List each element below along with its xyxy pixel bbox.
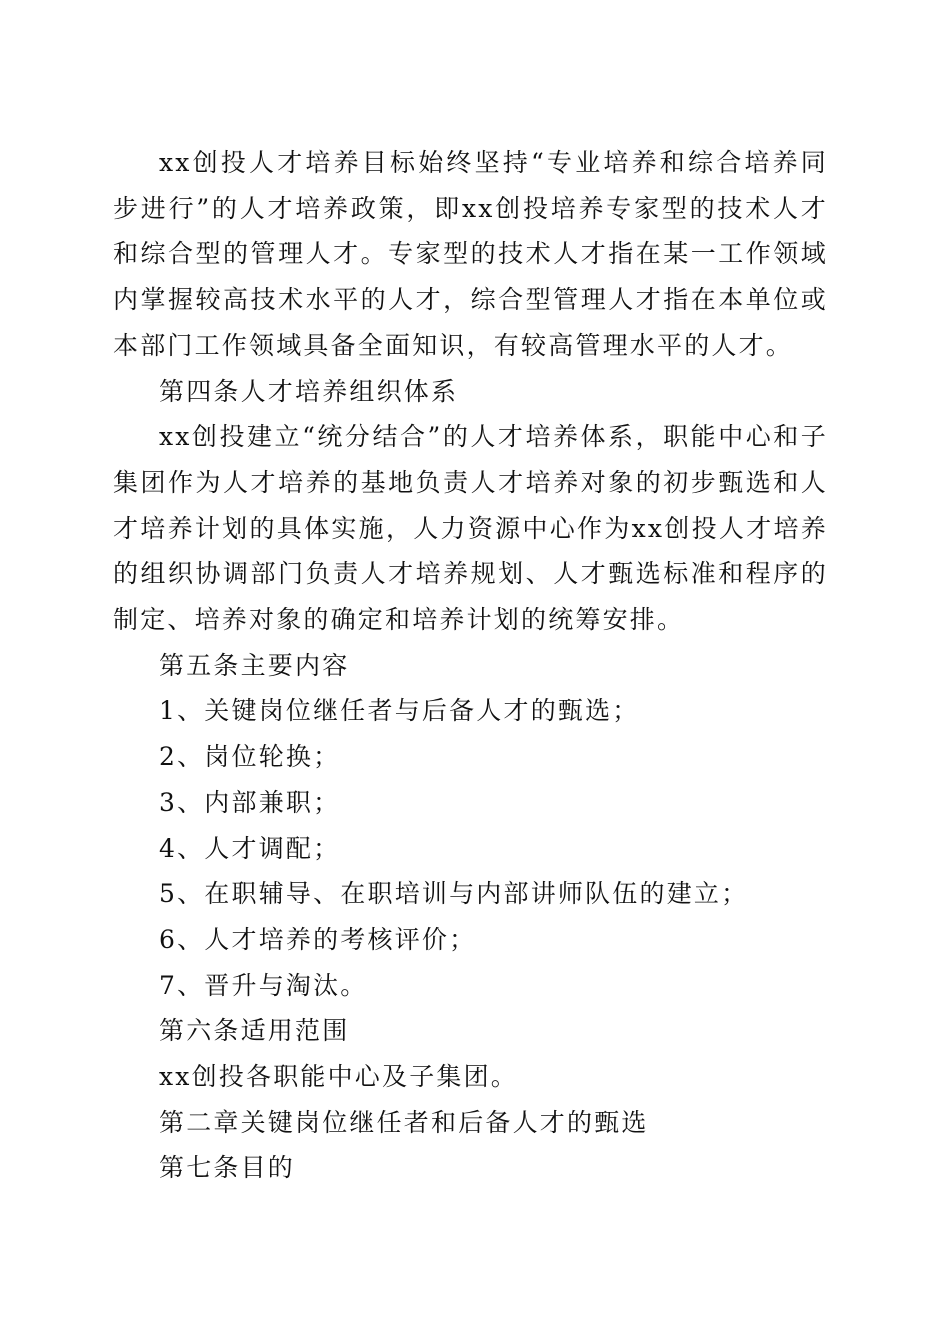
article-5-heading: 第五条主要内容	[159, 650, 350, 680]
paragraph-scope: xx创投各职能中心及子集团。	[159, 1062, 518, 1092]
article-4-heading: 第四条人才培养组织体系	[159, 376, 459, 406]
paragraph-talent-goal: xx创投人才培养目标始终坚持“专业培养和综合培养同步进行”的人才培养政策，即xx创投培养专家型的技术人才和综合型的管理人才。专家型的技术人才指在某一工作领域内掌握较高技术水平的人才，综合型管理人才指在本单位或本部门工作领域具备全面知识，有较高管理水平的人才。	[113, 148, 828, 360]
list-item: 1、关键岗位继任者与后备人才的甄选；	[159, 696, 640, 726]
list-item: 4、人才调配；	[159, 833, 341, 863]
article-6-heading: 第六条适用范围	[159, 1016, 350, 1046]
list-item: 7、晋升与淘汰。	[159, 970, 368, 1000]
document-body	[113, 140, 828, 1191]
paragraph-organization-system: xx创投建立“统分结合”的人才培养体系，职能中心和子集团作为人才培养的基地负责人才培养对象的初步甄选和人才培养计划的具体实施，人力资源中心作为xx创投人才培养的组织协调部门负责人才培养规划、人才甄选标准和程序的制定、培养对象的确定和培养计划的统筹安排。	[113, 422, 828, 635]
list-item: 3、内部兼职；	[159, 787, 341, 817]
list-item: 2、岗位轮换；	[159, 742, 341, 772]
list-item: 6、人才培养的考核评价；	[159, 924, 477, 954]
list-item: 5、在职辅导、在职培训与内部讲师队伍的建立；	[159, 879, 749, 909]
chapter-2-heading: 第二章关键岗位继任者和后备人才的甄选	[159, 1107, 649, 1137]
article-7-heading: 第七条目的	[159, 1153, 296, 1183]
